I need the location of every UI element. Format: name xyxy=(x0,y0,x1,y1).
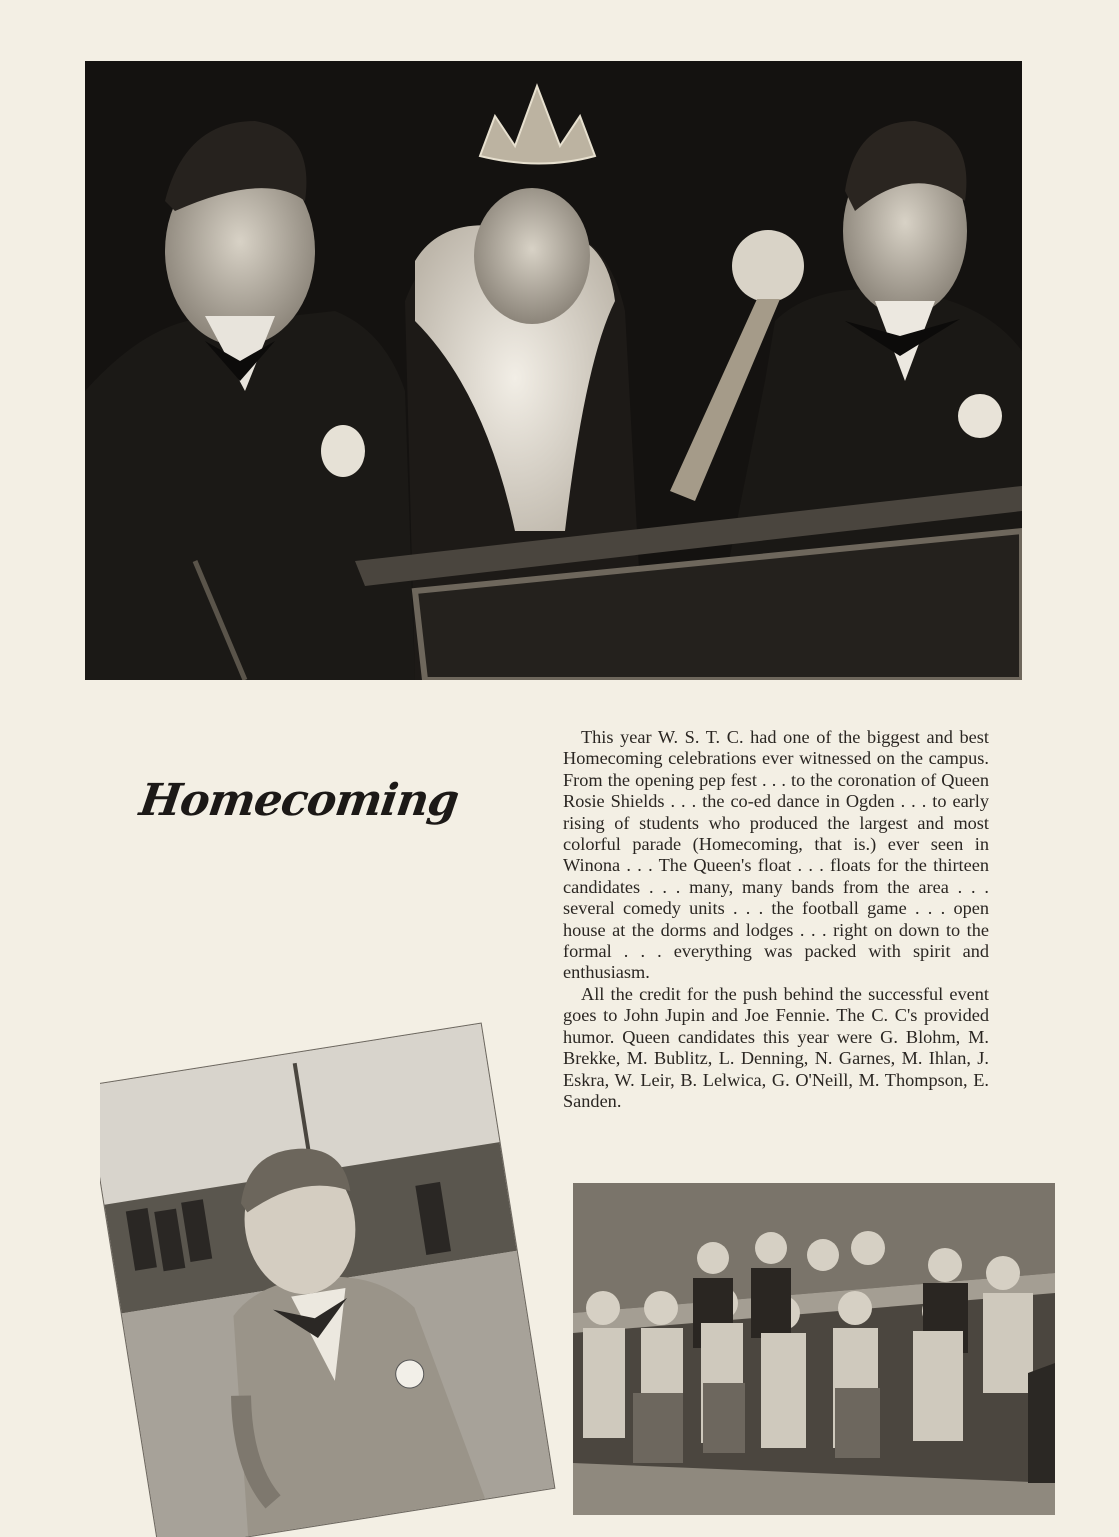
man-photo-frame xyxy=(100,1012,572,1537)
man-at-football-field-icon xyxy=(100,1024,554,1537)
queen-coronation-photo-icon xyxy=(85,61,1022,680)
page-heading: Homecoming xyxy=(136,775,462,826)
group-of-women-photo xyxy=(573,1183,1055,1515)
man-at-football-field-photo xyxy=(100,1024,554,1537)
queen-coronation-photo xyxy=(85,61,1022,680)
article-body xyxy=(563,727,989,1112)
group-of-women-icon xyxy=(573,1183,1055,1515)
article-paragraph: This year W. S. T. C. had one of the biggest and best Homecoming celebrations ever witnessed on the campus. From the opening pep fest . . . to the coronation of Queen Rosie Shields . . . the co-ed dance in Ogden . . . to early rising of students who produced the largest and most colorful parade (Homecoming, that is.) ever seen in Winona . . . The Queen's float . . . floats for the thirteen candidates . . . many, many bands from the area . . . several comedy units . . . the football game . . . open house at the dorms and lodges . . . right on down to the formal . . . everything was packed with spirit and enthusiasm. xyxy=(563,727,989,983)
article-paragraph: All the credit for the push behind the successful event goes to John Jupin and Joe Fennie. The C. C's provided humor. Queen candidates this year were G. Blohm, M. Brekke, M. Bublitz, L. Denning, N. Garnes, M. Ihlan, J. Eskra, W. Leir, B. Lelwica, G. O'Neill, M. Thompson, E. Sanden. xyxy=(563,983,989,1111)
